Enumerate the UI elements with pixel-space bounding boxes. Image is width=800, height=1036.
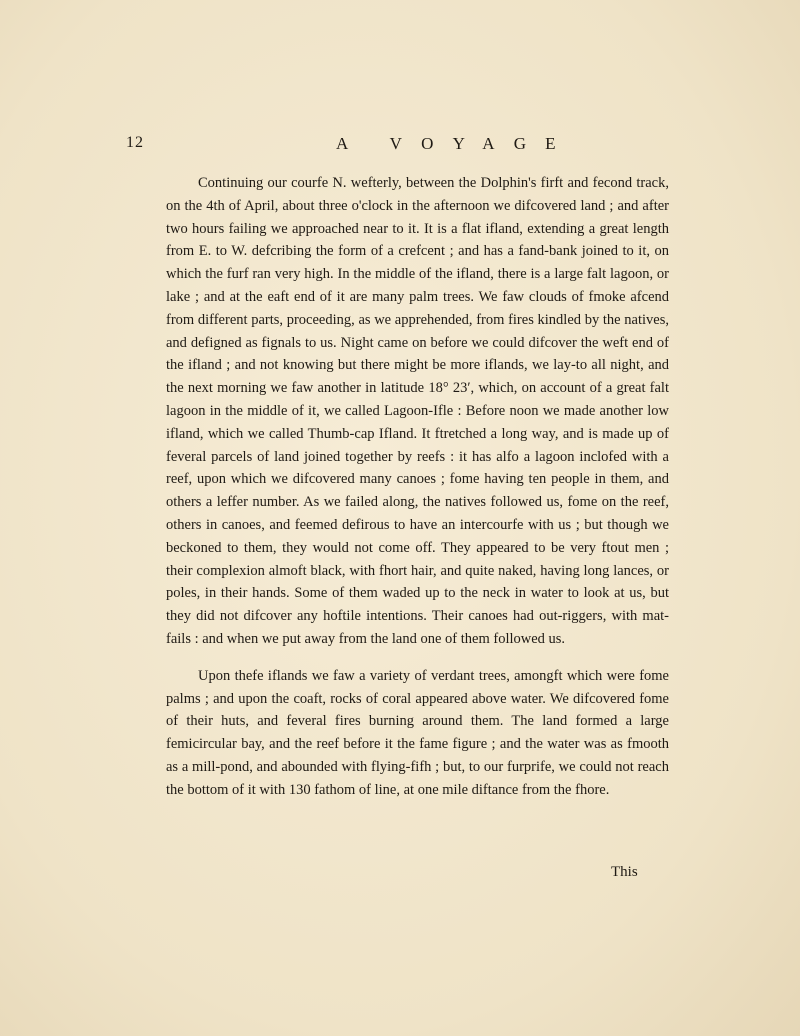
paragraph-2: Upon thefe iflands we faw a variety of verdant trees, amongft which were fome palms ; and upon the coaft, rocks of coral appeared above water. We difcovered fome of their huts, and feveral fires burning around them. The land formed a large femicircular bay, and the reef before it the fame figure ; and the water was as fmooth as a mill-pond, and abounded with flying-fifh ; but, to our furprife, we could not reach the bottom of it with 130 fathom of line, at one mile diftance from the fhore. (166, 667, 669, 798)
page-header (0, 134, 800, 164)
catchword: This (611, 864, 638, 880)
body-text (166, 172, 669, 802)
running-title: A VOYAGE (336, 134, 575, 153)
paragraph-1: Continuing our courfe N. wefterly, between the Dolphin's firft and fecond track, on the 4th of April, about three o'clock in the afternoon we difcovered land ; and after two hours failing we approached near to it. It is a flat ifland, extending a great length from E. to W. defcribing the form of a crefcent ; and has a fand-bank joined to it, on which the furf ran very high. In the middle of the ifland, there is a large falt lagoon, or lake ; and at the eaft end of it are many palm trees. We faw clouds of fmoke afcend from different parts, proceeding, as we apprehended, from fires kindled by the natives, and defigned as fignals to us. Night came on before we could difcover the weft end of the ifland ; and not knowing but there might be more iflands, we lay-to all night, and the next morning we faw another in latitude 18° 23′, which, on account of a great falt lagoon in the middle of it, we called Lagoon-Ifle : Before noon we made another low ifland, which we called Thumb-cap Ifland. It ftretched a long way, and is made up of feveral parcels of land joined together by reefs : it has alfo a lagoon inclofed with a reef, upon which we difcovered many canoes ; fome having ten people in them, and others a leffer number. As we failed along, the natives followed us, fome on the reef, others in canoes, and feemed defirous to have an intercourfe with us ; but though we beckoned to them, they would not come off. They appeared to be very ftout men ; their complexion almoft black, with fhort hair, and quite naked, having long lances, or poles, in their hands. Some of them waded up to the neck in water to look at us, but they did not difcover any hoftile intentions. Their canoes had out-riggers, with mat-fails : and when we put away from the land one of them followed us. (166, 175, 669, 647)
page-number: 12 (126, 134, 144, 151)
